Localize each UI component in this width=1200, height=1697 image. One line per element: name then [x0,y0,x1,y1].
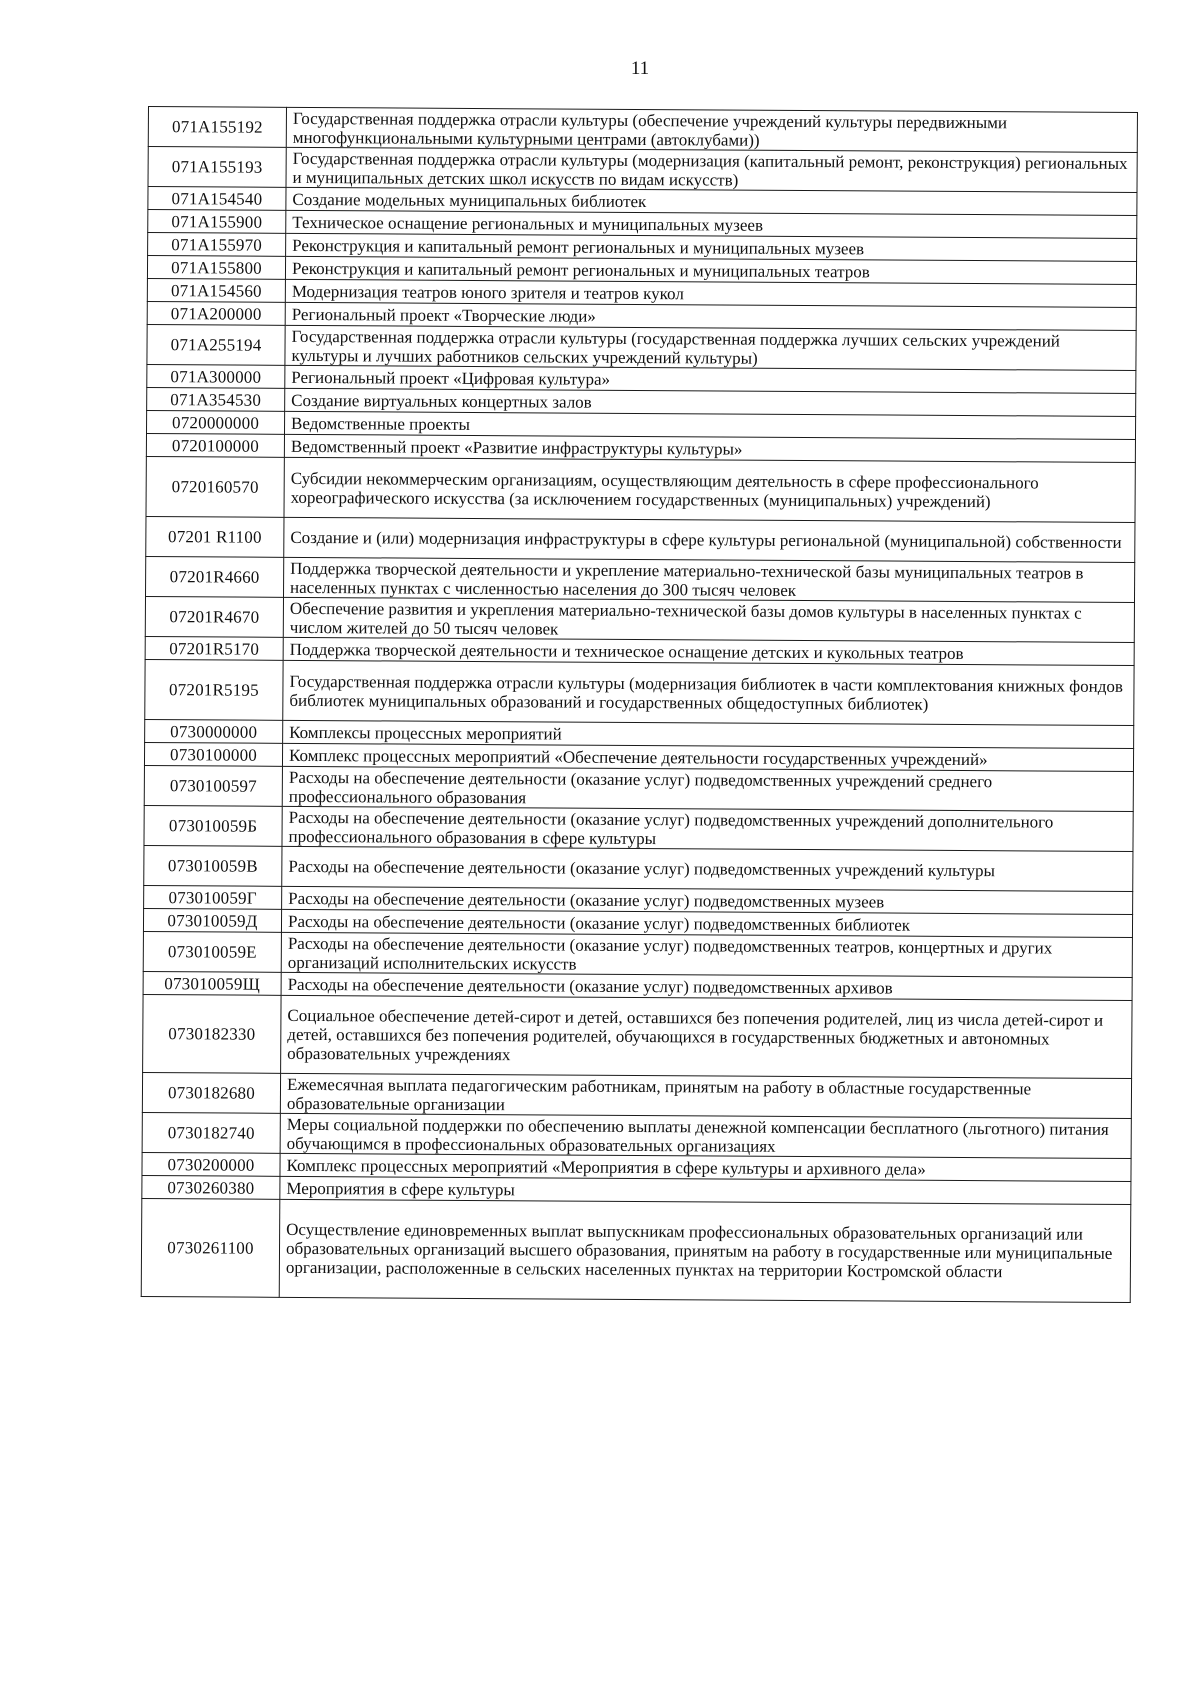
table-row [146,516,1135,562]
table-row [144,805,1133,851]
row-code: 0720000000 [146,410,284,434]
page-number: 11 [630,58,650,79]
row-code: 0720100000 [146,433,284,457]
row-code: 0730100000 [144,742,282,766]
row-code: 07201 R1100 [146,516,284,557]
table-row [148,147,1137,193]
row-code: 071A155193 [148,147,286,188]
row-code: 07201R4670 [145,596,283,637]
row-description: Поддержка творческой деятельности и техническое оснащение детских и кукольных театров [283,637,1134,665]
row-description: Расходы на обеспечение деятельности (оказание услуг) подведомственных архивов [281,972,1132,1000]
table-row [145,596,1134,642]
table-row [143,994,1132,1078]
row-description: Обеспечение развития и укрепления материально-технической базы домов культуры в населенных пунктах с числом жителей до 50 тысяч человек [283,597,1134,642]
table-row [146,556,1135,602]
row-code: 071A155800 [147,256,285,280]
row-description: Комплекс процессных мероприятий «Обеспечение деятельности государственных учреждений» [282,743,1133,771]
row-description: Расходы на обеспечение деятельности (оказание услуг) подведомственных театров, концертных и других организаций исполнительских искусств [281,932,1132,977]
table-row [142,1112,1131,1158]
budget-code-table [141,106,1138,1303]
row-code: 073010059В [144,845,282,886]
row-code: 07201R5195 [145,659,283,720]
row-description: Ведомственные проекты [284,411,1135,439]
row-code: 073010059Е [143,931,281,972]
row-code: 0730261100 [141,1198,280,1297]
classification-sheet [141,106,1138,1303]
row-code: 0730200000 [142,1152,280,1176]
row-description: Государственная поддержка отрасли культуры (модернизация библиотек в части комплектования книжных фондов библиотек муниципальных образований и государственных общедоступных библиотек) [283,660,1134,725]
row-description: Ежемесячная выплата педагогическим работникам, принятым на работу в областные государственные образовательные организации [280,1073,1131,1118]
row-code: 0730100597 [144,765,282,806]
row-description: Модернизация театров юного зрителя и театров кукол [285,279,1136,307]
row-description: Создание и (или) модернизация инфраструктуры в сфере культуры региональной (муниципальной) собственности [284,517,1135,562]
row-description: Государственная поддержка отрасли культуры (модернизация (капитальный ремонт, реконструкция) региональных и муниципальных детских школ искусств по видам искусств) [286,147,1137,192]
row-description: Комплекс процессных мероприятий «Мероприятия в сфере культуры и архивного дела» [280,1153,1131,1181]
row-code: 071A155900 [148,210,286,234]
row-code: 071A354530 [147,387,285,411]
row-code: 0730182330 [143,994,281,1073]
row-description: Реконструкция и капитальный ремонт региональных и муниципальных музеев [286,233,1137,261]
row-code: 071A154540 [148,187,286,211]
row-code: 071A154560 [147,278,285,302]
row-code: 0730182740 [142,1112,280,1153]
row-description: Меры социальной поддержки по обеспечению выплаты денежной компенсации бесплатного (льготного) питания обучающимся в профессиональных образовательных организациях [280,1113,1131,1158]
row-description: Региональный проект «Цифровая культура» [285,365,1136,393]
table-row [148,107,1137,153]
row-description: Создание виртуальных концертных залов [285,388,1136,416]
row-code: 0730000000 [145,719,283,743]
row-code: 071A300000 [147,364,285,388]
row-code: 073010059Г [144,885,282,909]
table-row [142,1072,1131,1118]
table-row [141,1198,1131,1302]
row-description: Поддержка творческой деятельности и укрепление материально-технической базы муниципальных театров в населенных пунктах с численностью населения до 300 тысяч человек [284,557,1135,602]
row-code: 071A155192 [148,107,286,148]
row-code: 07201R4660 [146,556,284,597]
row-code: 071A155970 [148,233,286,257]
table-row [147,324,1136,370]
row-code: 071A200000 [147,301,285,325]
row-code: 07201R5170 [145,636,283,660]
row-description: Осуществление единовременных выплат выпускникам профессиональных образовательных организаций или образовательных организаций высшего образования, принятым на работу в государственные или муниципальные организации, расположенные в сельских населенных пунктах на территории Костромской области [279,1199,1131,1302]
row-code: 0730260380 [142,1175,280,1199]
row-description: Создание модельных муниципальных библиотек [286,187,1137,215]
row-description: Мероприятия в сфере культуры [280,1176,1131,1204]
row-code: 071A255194 [147,324,285,365]
table-row [144,845,1133,891]
row-description: Расходы на обеспечение деятельности (оказание услуг) подведомственных учреждений среднего профессионального образования [282,766,1133,811]
row-description: Расходы на обеспечение деятельности (оказание услуг) подведомственных библиотек [281,909,1132,937]
row-code: 0730182680 [142,1072,280,1113]
row-code: 0720160570 [146,456,284,517]
row-description: Ведомственный проект «Развитие инфраструктуры культуры» [284,434,1135,462]
row-description: Реконструкция и капитальный ремонт региональных и муниципальных театров [285,256,1136,284]
table-body [141,107,1137,1303]
row-description: Государственная поддержка отрасли культуры (обеспечение учреждений культуры передвижными многофункциональными культурными центрами (автоклубами)) [286,107,1137,152]
row-description: Техническое оснащение региональных и муниципальных музеев [286,210,1137,238]
table-row [143,931,1132,977]
row-description: Субсидии некоммерческим организациям, осуществляющим деятельность в сфере профессионального хореографического искусства (за исключением государственных (муниципальных) учреждений) [284,457,1135,522]
row-code: 073010059Б [144,805,282,846]
row-code: 073010059Щ [143,971,281,995]
row-description: Расходы на обеспечение деятельности (оказание услуг) подведомственных учреждений дополнительного профессионального образования в сфере культуры [282,806,1133,851]
row-description: Расходы на обеспечение деятельности (оказание услуг) подведомственных учреждений культуры [282,846,1133,891]
row-code: 073010059Д [143,908,281,932]
row-description: Региональный проект «Творческие люди» [285,302,1136,330]
table-row [144,765,1133,811]
row-description: Расходы на обеспечение деятельности (оказание услуг) подведомственных музеев [282,886,1133,914]
table-row [145,659,1134,725]
row-description: Социальное обеспечение детей-сирот и детей, оставшихся без попечения родителей, лиц из числа детей-сирот и детей, оставшихся без попечения родителей, обучающихся в государственных бюджетных и автономных образовательных учреждениях [281,995,1132,1078]
row-description: Государственная поддержка отрасли культуры (государственная поддержка лучших сельских учреждений культуры и лучших работников сельских учреждений культуры) [285,325,1136,370]
row-description: Комплексы процессных мероприятий [283,720,1134,748]
table-row [146,456,1135,522]
